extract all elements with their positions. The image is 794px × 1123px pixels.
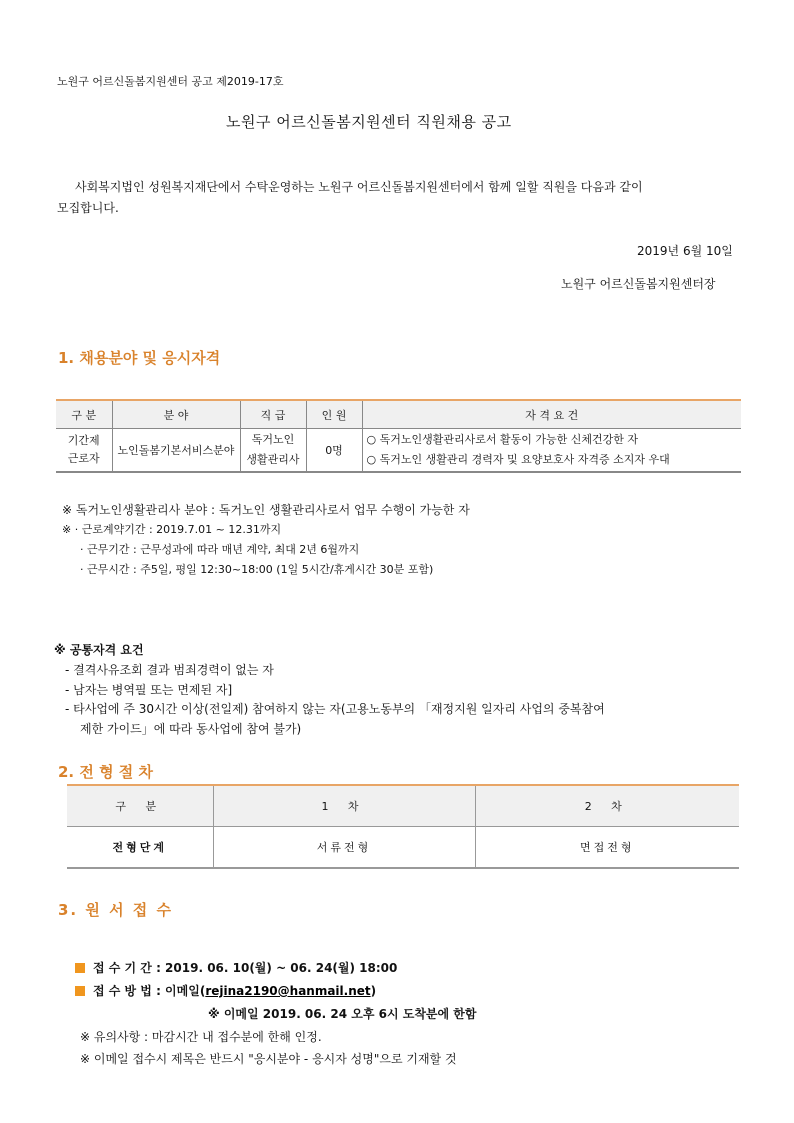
application-period	[75, 959, 397, 976]
col-header-qualification: 자 격 요 건	[362, 400, 741, 429]
note-line: ※ 독거노인생활관리사 분야 : 독거노인 생활관리사로서 업무 수행이 가능한 자	[62, 503, 470, 517]
cell-rank	[240, 429, 306, 473]
deadline-note: ※ 이메일 2019. 06. 24 오후 6시 도착분에 한함	[208, 1007, 477, 1021]
process-table	[67, 784, 739, 869]
table-row	[67, 827, 739, 869]
email-link[interactable]: rejina2190@hanmail.net	[205, 984, 371, 998]
note-line: · 근무시간 : 주5일, 평일 12:30~18:00 (1일 5시간/휴게시간 30분 포함)	[80, 563, 434, 576]
common-item: 제한 가이드」에 따라 동사업에 참여 불가)	[80, 722, 302, 736]
cell-stage-label: 전형단계	[67, 827, 213, 869]
intro-line-1: 사회복지법인 성원복지재단에서 수탁운영하는 노원구 어르신돌봄지원센터에서 함께 일할 직원을 다음과 같이	[75, 180, 643, 194]
square-bullet-icon	[75, 986, 85, 996]
cell-rank-line1: 독거노인	[251, 433, 295, 446]
qualification-2: ○ 독거노인 생활관리 경력자 및 요양보호사 자격증 소지자 우대	[366, 453, 670, 466]
page-title: 노원구 어르신돌봄지원센터 직원채용 공고	[226, 113, 512, 131]
subject-note: ※ 이메일 접수시 제목은 반드시 "응시분야 - 응시자 성명"으로 기재할 것	[80, 1052, 457, 1066]
col-header-type: 구 분	[56, 400, 112, 429]
qualification-1: ○ 독거노인생활관리사로서 활동이 가능한 신체건강한 자	[366, 433, 638, 446]
note-line: · 근무기간 : 근무성과에 따라 매년 계약, 최대 2년 6월까지	[80, 543, 360, 556]
application-method	[75, 982, 376, 999]
caution-note: ※ 유의사항 : 마감시간 내 접수분에 한해 인정.	[80, 1030, 322, 1044]
method-text: 접 수 방 법 : 이메일(	[93, 984, 206, 998]
common-item: - 남자는 병역필 또는 면제된 자]	[65, 683, 233, 697]
table-row	[56, 429, 741, 473]
cell-type	[56, 429, 112, 473]
section2-heading: 2. 전 형 절 차	[58, 763, 153, 781]
col-header-rank: 직 급	[240, 400, 306, 429]
section3-heading: 3. 원 서 접 수	[58, 901, 173, 919]
notice-number: 노원구 어르신돌봄지원센터 공고 제2019-17호	[57, 75, 284, 88]
cell-rank-line2: 생활관리사	[246, 453, 300, 466]
note-line: ※ · 근로계약기간 : 2019.7.01 ~ 12.31까지	[62, 523, 282, 536]
col-header-count: 인 원	[306, 400, 362, 429]
cell-type-line1: 기간제	[67, 434, 100, 447]
col-header-category: 구 분	[67, 785, 213, 827]
period-text: 접 수 기 간 : 2019. 06. 10(월) ~ 06. 24(월) 18:00	[93, 961, 398, 975]
col-header-stage2: 2 차	[475, 785, 739, 827]
col-header-field: 분 야	[112, 400, 240, 429]
common-item: - 결격사유조회 결과 범죄경력이 없는 자	[65, 663, 274, 677]
common-item: - 타사업에 주 30시간 이상(전일제) 참여하지 않는 자(고용노동부의 「재정지원 일자리 사업의 중복참여	[65, 702, 605, 716]
cell-type-line2: 근로자	[67, 452, 100, 465]
cell-field: 노인돌봄기본서비스분야	[112, 429, 240, 473]
method-suffix: )	[370, 984, 377, 998]
common-heading: ※ 공통자격 요건	[54, 643, 144, 657]
square-bullet-icon	[75, 963, 85, 973]
signer: 노원구 어르신돌봄지원센터장	[561, 277, 716, 291]
cell-stage1: 서류전형	[213, 827, 475, 869]
intro-line-2: 모집합니다.	[57, 201, 119, 215]
cell-stage2: 면접전형	[475, 827, 739, 869]
cell-count: 0명	[306, 429, 362, 473]
cell-qualification	[362, 429, 741, 473]
recruitment-table	[56, 399, 741, 473]
col-header-stage1: 1 차	[213, 785, 475, 827]
notice-date: 2019년 6월 10일	[637, 244, 733, 258]
section1-heading: 1. 채용분야 및 응시자격	[58, 349, 221, 367]
